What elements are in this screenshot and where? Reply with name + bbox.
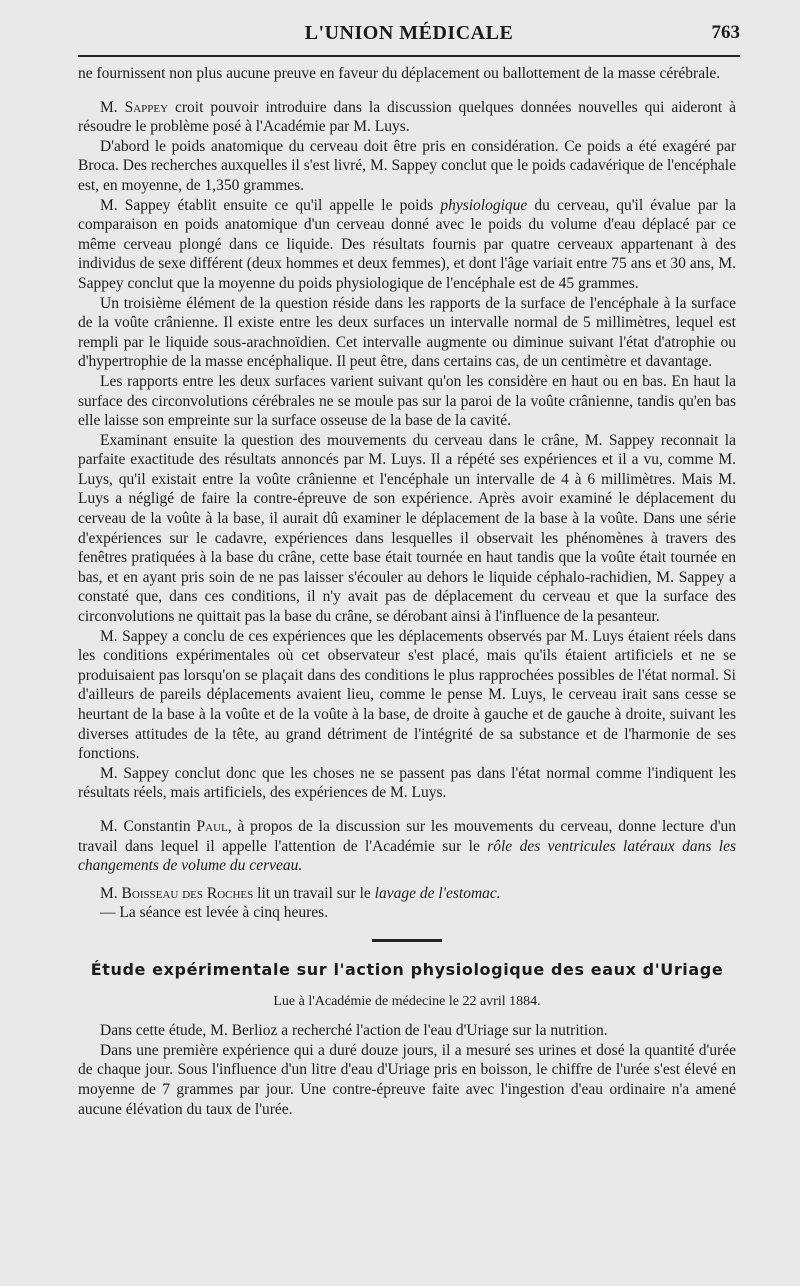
- person-name: Boisseau des Roches: [121, 884, 254, 902]
- body-text: [78, 64, 736, 1119]
- person-name: Sappey: [124, 98, 169, 116]
- emphasis: lavage de l'estomac.: [374, 884, 501, 902]
- paragraph: D'abord le poids anatomique du cerveau doit être pris en considération. Ce poids a été exagéré par Broca. Des recherches auxquelles il s'est livré, M. Sappey conclut que le poids cadavérique de l'encéphale est, en moyenne, de 1,350 grammes.: [78, 137, 736, 194]
- page-number: 763: [711, 22, 740, 43]
- paragraph: Un troisième élément de la question réside dans les rapports de la surface de l'encéphale à la surface de la voûte crânienne. Il existe entre les deux surfaces un intervalle normal de 5 millimètres, lequel est rempli par le liquide sous-arachnoïdien. Cet intervalle augmente ou diminue suivant l'état d'atrophie ou d'hypertrophie de la masse encéphalique. Il peut être, dans certains cas, de un centimètre et davantage.: [78, 294, 736, 371]
- emphasis: rôle des ventricules latéraux dans les changements de volume du cerveau.: [78, 837, 736, 875]
- paragraph: M. Sappey établit ensuite ce qu'il appelle le poids physiologique du cerveau, qu'il évalue par la comparaison en poids anatomique d'un cerveau donné avec le poids du volume d'eau déplacé par ce même cerveau plongé dans ce liquide. Des résultats fournis par quatre cerveaux appartenant à des individus de sexe différent (deux hommes et deux femmes), et dont l'âge variait entre 75 ans et 30 ans, M. Sappey conclut que la moyenne du poids physiologique de l'encéphale est de 45 grammes.: [78, 196, 736, 292]
- section-separator: [372, 939, 442, 942]
- paragraph: M. Boisseau des Roches lit un travail sur le lavage de l'estomac.: [100, 884, 501, 902]
- person-name: Paul: [196, 817, 228, 835]
- paragraph: M. Sappey croit pouvoir introduire dans la discussion quelques données nouvelles qui aideront à résoudre le problème posé à l'Académie par M. Luys.: [78, 98, 736, 136]
- paragraph: M. Sappey a conclu de ces expériences que les déplacements observés par M. Luys étaient réels dans les conditions expérimentales où cet observateur s'est placé, mais qu'ils étaient artificiels et ne se produisaient pas lorsqu'on se plaçait dans des conditions le plus rapprochées possibles de l'état normal. Si d'ailleurs de pareils déplacements avaient lieu, comme le pense M. Luys, le cerveau irait sans cesse se heurtant de la base à la voûte et de la voûte à la base, de droite à gauche et de gauche à droite, suivant les diverses attitudes de la tête, au grand détriment de l'intégrité de sa substance et de l'harmonie de ses fonctions.: [78, 627, 736, 763]
- emphasis: physiologique: [440, 196, 528, 214]
- paragraph: M. Constantin Paul, à propos de la discussion sur les mouvements du cerveau, donne lecture d'un travail dans lequel il appelle l'attention de l'Académie sur le rôle des ventricules latéraux dans les changements de volume du cerveau.: [78, 817, 737, 875]
- paragraph: M. Sappey conclut donc que les choses ne se passent pas dans l'état normal comme l'indiquent les résultats réels, mais artificiels, des expériences de M. Luys.: [78, 764, 736, 802]
- paragraph: Examinant ensuite la question des mouvements du cerveau dans le crâne, M. Sappey reconnait la parfaite exactitude des résultats annoncés par M. Luys. Il a répété ses expériences et il a vu, comme M. Luys, qu'il existait entre la voûte crânienne et l'encéphale un intervalle de 4 à 6 millimètres. Mais M. Luys a négligé de faire la contre-épreuve de son expérience. Après avoir examiné le déplacement du cerveau de la voûte à la base, il aurait dû examiner le déplacement de la base à la voûte. Dans une série d'expériences sur le cadavre, expériences dans lesquelles il observait les phénomènes à travers des fenêtres pratiquées à la base du crâne, cette base était tournée en haut tandis que la voûte était tournée en bas, et en ayant pris soin de ne pas laisser s'écouler au dehors le liquide céphalo-rachidien, M. Sappey a constaté que, dans ces conditions, il n'y avait pas de déplacement du cerveau et que la surface des circonvolutions ne quittait pas la base du crâne, se dérobant ainsi à l'influence de la pesanteur.: [78, 431, 736, 626]
- paragraph: Les rapports entre les deux surfaces varient suivant qu'on les considère en haut ou en bas. En haut la surface des circonvolutions cérébrales ne se moule pas sur la paroi de la voûte crânienne, tandis qu'en bas elle laisse son empreinte sur la surface osseuse de la base de la cavité.: [78, 372, 736, 430]
- paragraph: — La séance est levée à cinq heures.: [100, 904, 329, 922]
- paragraph: Dans cette étude, M. Berlioz a recherché l'action de l'eau d'Uriage sur la nutrition.: [100, 1022, 608, 1040]
- paragraph: Dans une première expérience qui a duré douze jours, il a mesuré ses urines et dosé la quantité d'urée de chaque jour. Sous l'influence d'un litre d'eau d'Uriage pris en boisson, le chiffre de l'urée s'est élevé en moyenne de 7 grammes par jour. Une contre-épreuve faite avec l'ingestion d'eau ordinaire n'a amené aucune élévation du taux de l'urée.: [78, 1041, 736, 1118]
- article-subtitle: Lue à l'Académie de médecine le 22 avril 1884.: [273, 993, 541, 1009]
- page-header: [78, 18, 740, 58]
- article-title: Étude expérimentale sur l'action physiologique des eaux d'Uriage: [90, 959, 724, 979]
- running-title: L'UNION MÉDICALE: [304, 22, 514, 44]
- paragraph: ne fournissent non plus aucune preuve en faveur du déplacement ou ballottement de la masse cérébrale.: [78, 65, 721, 82]
- header-rule: [78, 55, 740, 57]
